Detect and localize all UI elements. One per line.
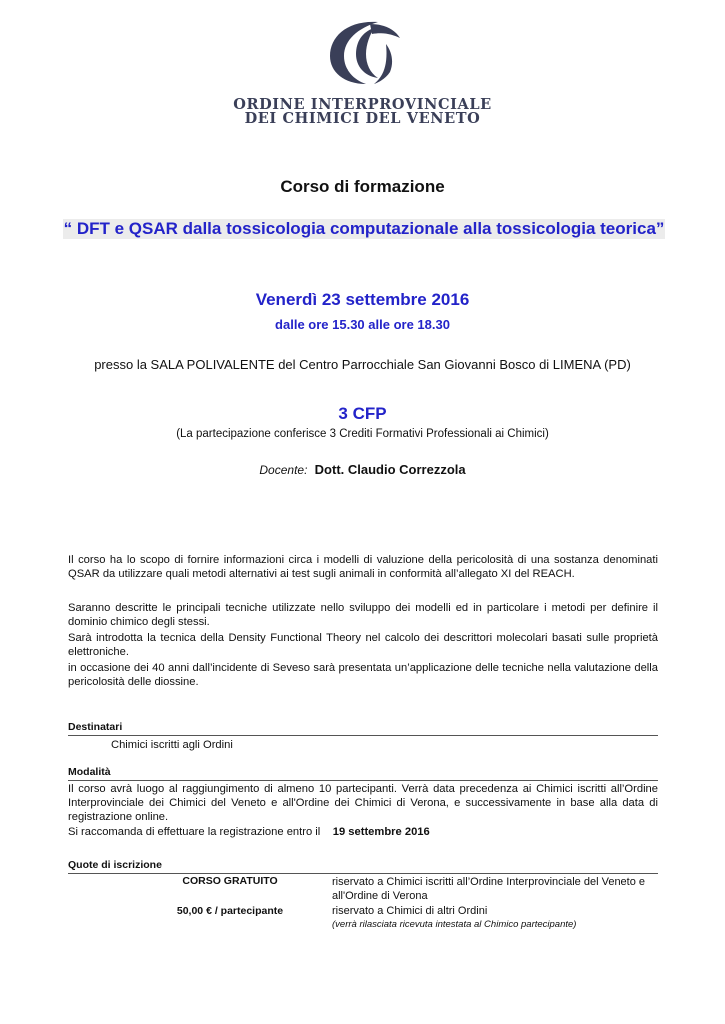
fee-free-label: CORSO GRATUITO [182,875,278,887]
deadline-date: 19 settembre 2016 [332,826,430,838]
description-p3: Sarà introdotta la tecnica della Density Functional Theory nel calcolo dei descrittori molecolari basati sulle proprietà elettroniche. [68,632,658,658]
modalita-deadline [68,825,658,839]
org-name-line1: ORDINE INTERPROVINCIALE [233,96,492,113]
docente-name: Dott. Claudio Correzzola [314,462,466,477]
destinatari-label: Destinatari [68,721,123,733]
destinatari-value: Chimici iscritti agli Ordini [111,739,233,751]
destinatari-rule [68,735,658,736]
course-subtitle: “ DFT e QSAR dalla tossicologia computazionale alla tossicologia teorica” [63,219,665,238]
quote-rule [68,873,658,874]
deadline-text: Si raccomanda di effettuare la registrazione entro il [68,826,321,838]
org-name-line2: DEI CHIMICI DEL VENETO [244,110,481,127]
cfp-credits: 3 CFP [338,404,387,423]
course-date: Venerdì 23 settembre 2016 [255,290,470,309]
modalita-text: Il corso avrà luogo al raggiungimento di almeno 10 partecipanti. Verrà data precedenza ai Chimici iscritti all’Ordine Interprovinciale dei Chimici del Veneto e all'Ordine dei Chimici di Verona, e successivamente in base alla data di registrazione online. [68,783,658,823]
logo-icon [300,18,430,88]
course-hours: dalle ore 15.30 alle ore 18.30 [275,317,450,332]
course-venue: presso la SALA POLIVALENTE del Centro Parrocchiale San Giovanni Bosco di LIMENA (PD) [94,357,631,372]
description-p2: Saranno descritte le principali tecniche utilizzate nello sviluppo dei modelli ed in particolare i metodi per definire il dominio chimico degli stessi. [68,602,658,628]
quote-label: Quote di iscrizione [68,859,162,871]
description-p4: in occasione dei 40 anni dall’incidente di Seveso sarà presentata un’applicazione delle tecniche nella valutazione della pericolosità delle diossine. [68,662,658,688]
fee-free-desc: riservato a Chimici iscritti all’Ordine Interprovinciale del Veneto e all'Ordine di Verona [332,876,646,902]
fee-paid-note: (verrà rilasciata ricevuta intestata al Chimico partecipante) [332,919,577,930]
fee-paid-label: 50,00 € / partecipante [176,905,284,917]
modalita-label: Modalità [68,766,111,778]
course-title: Corso di formazione [280,177,445,196]
fee-paid-desc: riservato a Chimici di altri Ordini [332,905,488,917]
description-p1: Il corso ha lo scopo di fornire informazioni circa i modelli di valuzione della pericolosità di una sostanza denominati QSAR da utilizzare quali metodi alternativi ai test sugli animali in conformità all’allegato XI del REACH. [68,554,658,580]
docente: Docente: Dott. Claudio Correzzola [259,462,466,477]
docente-label: Docente [259,463,305,477]
cfp-note: (La partecipazione conferisce 3 Crediti Formativi Professionali ai Chimici) [176,428,549,440]
modalita-rule [68,780,658,781]
